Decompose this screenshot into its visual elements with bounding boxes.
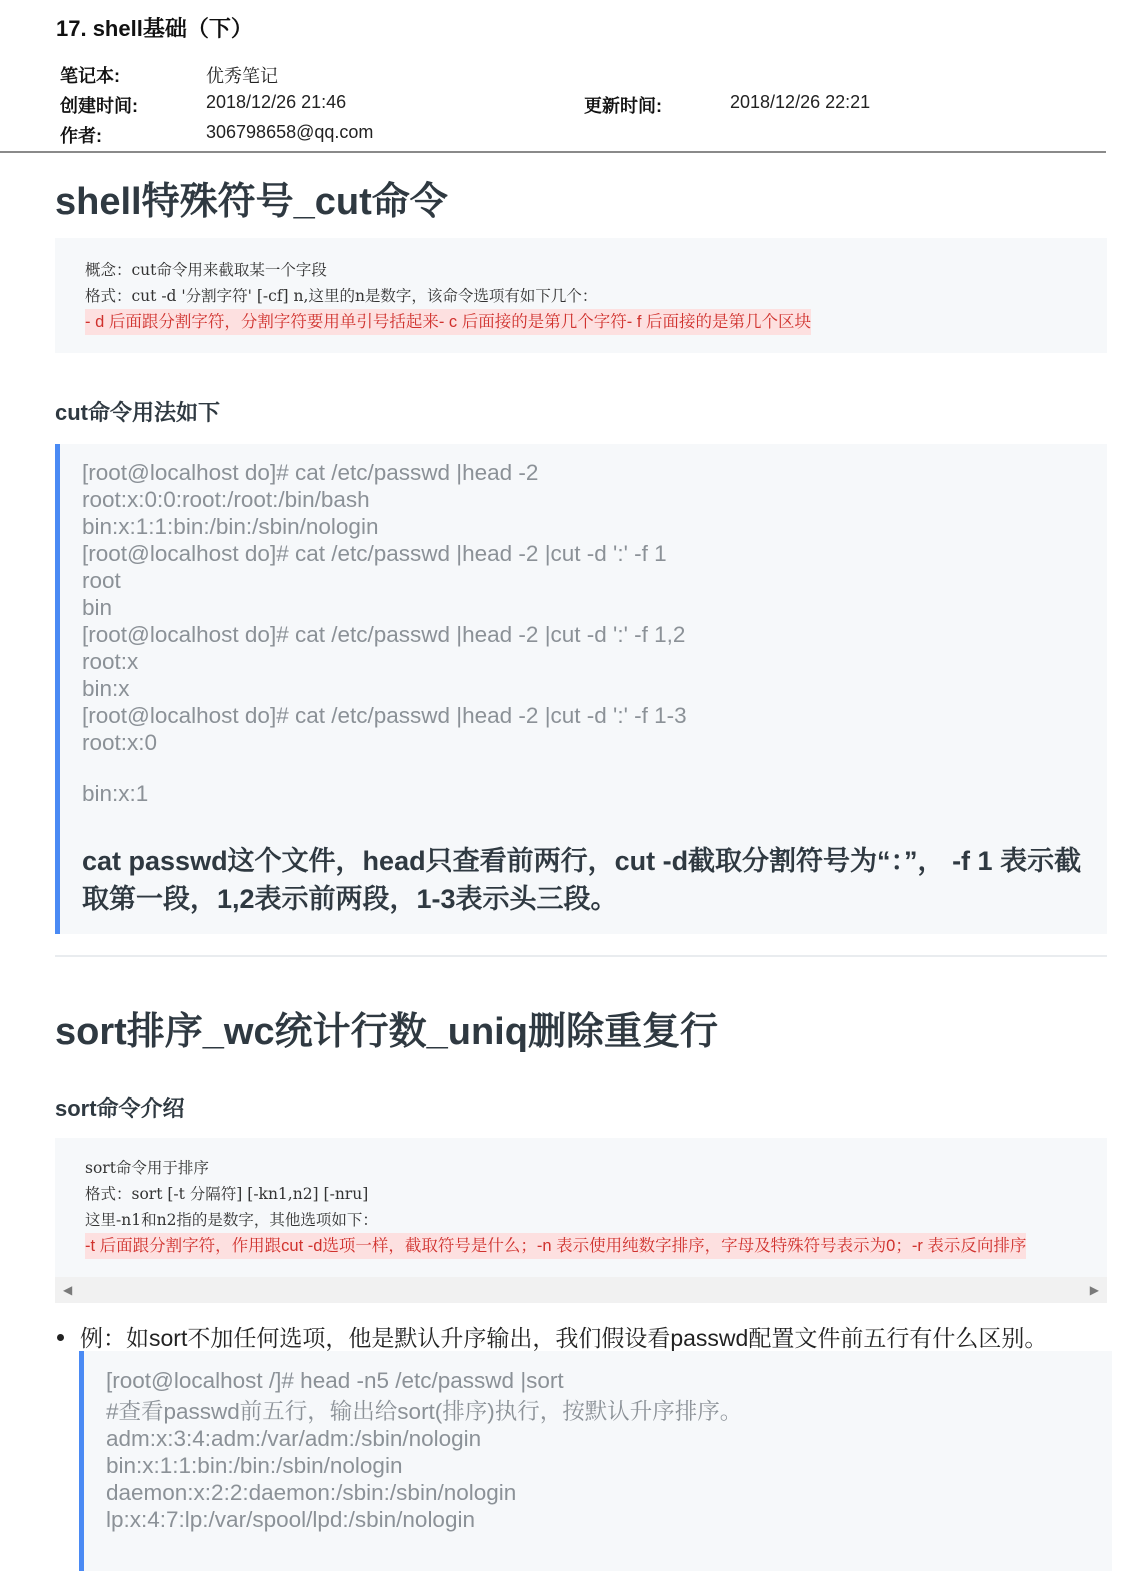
- subheading-cut-usage: cut命令用法如下: [55, 400, 221, 425]
- created-label: 创建时间:: [60, 96, 138, 116]
- bullet-icon: [57, 1334, 64, 1341]
- quote-line: bin:x:1: [82, 781, 149, 806]
- note-meta: [60, 62, 1060, 152]
- quote-line: bin: [82, 595, 113, 620]
- updated-value: 2018/12/26 22:21: [730, 92, 871, 112]
- meta-row-notebook: [60, 62, 1060, 92]
- code-highlight: - d 后面跟分割字符，分割字符要用单引号括起来- c 后面接的是第几个字符- f 后面接的是第几个区块: [85, 309, 811, 335]
- code-line: 概念：cut命令用来截取某一个字段: [85, 261, 327, 279]
- blockquote-cut-examples: [55, 444, 1107, 934]
- horizontal-scrollbar[interactable]: [55, 1277, 1107, 1303]
- quote-line: root:x: [82, 649, 139, 674]
- code-highlight: -t 后面跟分割字符，作用跟cut -d选项一样，截取符号是什么；-n 表示使用纯数字排序，字母及特殊符号表示为0；-r 表示反向排序: [85, 1233, 1026, 1259]
- quote-line: [root@localhost /]# head -n5 /etc/passwd |sort: [106, 1368, 564, 1393]
- meta-row-time: [60, 92, 1060, 122]
- code-line: 格式：cut -d '分割字符' [-cf] n,这里的n是数字，该命令选项有如下几个：: [85, 287, 598, 305]
- section-heading-sort: sort排序_wc统计行数_uniq删除重复行: [55, 1011, 718, 1053]
- author-value: 306798658@qq.com: [206, 122, 374, 142]
- blockquote-sort-example: [79, 1351, 1112, 1571]
- quote-line: [root@localhost do]# cat /etc/passwd |head -2 |cut -d ':' -f 1,2: [82, 622, 686, 647]
- scroll-left-icon[interactable]: ◀: [63, 1283, 73, 1297]
- updated-label: 更新时间:: [584, 96, 662, 116]
- quote-line: bin:x:1:1:bin:/bin:/sbin/nologin: [106, 1453, 403, 1478]
- quote-line: lp:x:4:7:lp:/var/spool/lpd:/sbin/nologin: [106, 1507, 475, 1532]
- meta-row-author: [60, 122, 1060, 152]
- code-line: sort命令用于排序: [85, 1159, 209, 1177]
- quote-line: bin:x:1:1:bin:/bin:/sbin/nologin: [82, 514, 379, 539]
- quote-line: root:x:0:0:root:/root:/bin/bash: [82, 487, 370, 512]
- quote-line: root: [82, 568, 121, 593]
- code-line: 这里-n1和n2指的是数字，其他选项如下：: [85, 1211, 378, 1229]
- subheading-sort-intro: sort命令介绍: [55, 1096, 185, 1121]
- list-item: [55, 1320, 1047, 1353]
- quote-line: #查看passwd前五行，输出给sort(排序)执行，按默认升序排序。: [106, 1399, 743, 1424]
- quote-line: bin:x: [82, 676, 130, 701]
- quote-line: daemon:x:2:2:daemon:/sbin:/sbin/nologin: [106, 1480, 517, 1505]
- section-heading-cut: shell特殊符号_cut命令: [55, 181, 448, 223]
- notebook-value: 优秀笔记: [206, 66, 278, 86]
- note-title: 17. shell基础（下）: [56, 16, 253, 41]
- quote-summary: cat passwd这个文件，head只查看前两行，cut -d截取分割符号为“：”， -f 1 表示截取第一段，1,2表示前两段，1-3表示头三段。: [82, 846, 1082, 914]
- section-divider: [55, 955, 1107, 957]
- quote-line: root:x:0: [82, 730, 158, 755]
- code-line: 格式：sort [-t 分隔符] [-kn1,n2] [-nru]: [85, 1185, 369, 1203]
- list-item-text: 例：如sort不加任何选项，他是默认升序输出，我们假设看passwd配置文件前五行有什么区别。: [80, 1325, 1048, 1351]
- quote-line: adm:x:3:4:adm:/var/adm:/sbin/nologin: [106, 1426, 482, 1451]
- scroll-right-icon[interactable]: ▶: [1089, 1283, 1099, 1297]
- code-block-cut: [55, 238, 1107, 353]
- created-value: 2018/12/26 21:46: [206, 92, 347, 112]
- quote-line: [root@localhost do]# cat /etc/passwd |head -2 |cut -d ':' -f 1-3: [82, 703, 687, 728]
- code-block-sort: [55, 1138, 1107, 1277]
- header-divider: [0, 151, 1106, 153]
- quote-line: [root@localhost do]# cat /etc/passwd |head -2 |cut -d ':' -f 1: [82, 541, 667, 566]
- quote-line: [root@localhost do]# cat /etc/passwd |head -2: [82, 460, 539, 485]
- notebook-label: 笔记本:: [60, 66, 120, 86]
- author-label: 作者:: [60, 126, 102, 146]
